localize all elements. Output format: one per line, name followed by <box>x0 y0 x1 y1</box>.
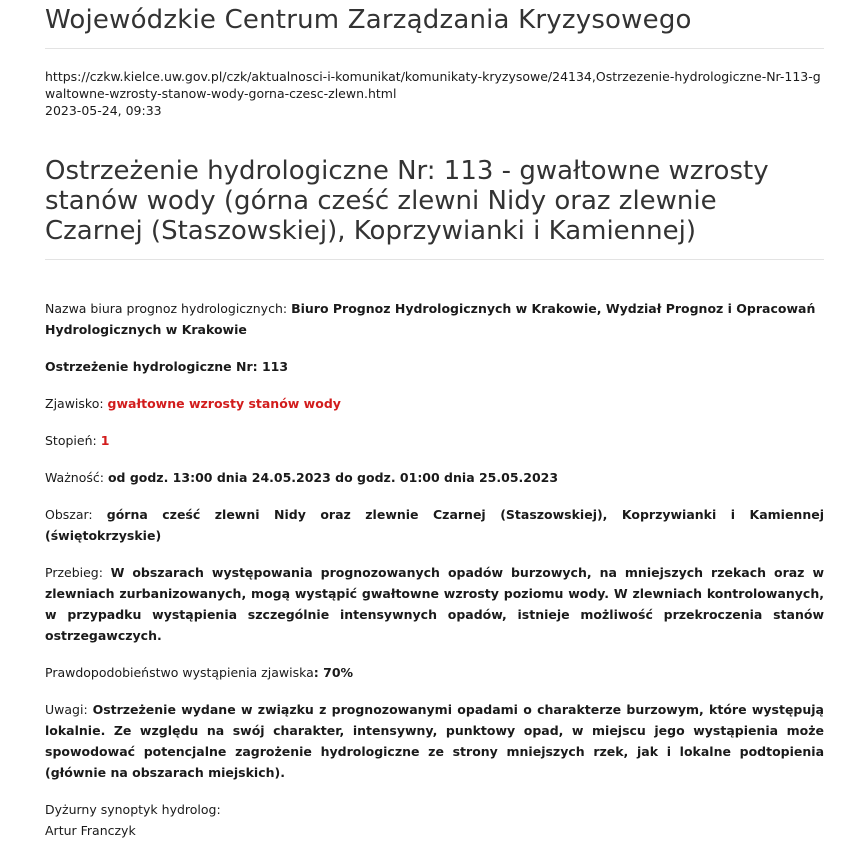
warning-number-field <box>45 356 824 377</box>
degree-value: 1 <box>100 433 110 448</box>
phenomenon-label: Zjawisko: <box>45 396 104 411</box>
site-title: Wojewódzkie Centrum Zarządzania Kryzysowego <box>45 5 692 35</box>
office-field <box>45 298 824 340</box>
header-divider <box>45 48 824 49</box>
publish-date: 2023-05-24, 09:33 <box>45 103 162 118</box>
probability-value: : 70% <box>313 665 354 680</box>
remarks-value: Ostrzeżenie wydane w związku z prognozowanymi opadami o charakterze burzowym, które występują lokalnie. Ze względu na swój charakter, intensywny, punktowy opad, w miejscu jego wystąpienia może spowodować potencjalne zagrożenie hydrologiczne ze strony mniejszych rzek, jak i lokalne podtopienia (głównie na obszarach miejskich). <box>45 702 824 780</box>
degree-field <box>45 430 824 451</box>
validity-value: od godz. 13:00 dnia 24.05.2023 do godz. 01:00 dnia 25.05.2023 <box>107 470 559 485</box>
office-value: Biuro Prognoz Hydrologicznych w Krakowie, Wydział Prognoz i Opracowań Hydrologicznych w Krakowie <box>45 301 816 337</box>
area-field <box>45 504 824 546</box>
signature-name: Artur Franczyk <box>45 823 136 838</box>
article-meta <box>45 68 824 119</box>
course-value: W obszarach występowania prognozowanych opadów burzowych, na mniejszych rzekach oraz w zlewniach zurbanizowanych, mogą wystąpić gwałtowne wzrosty poziomu wody. W zlewniach kontrolowanych, w przypadku wystąpienia szczególnie intensywnych opadów, istnieje możliwość przekroczenia stanów ostrzegawczych. <box>45 565 824 643</box>
probability-label: Prawdopodobieństwo wystąpienia zjawiska <box>45 665 314 680</box>
course-label: Przebieg: <box>45 565 103 580</box>
area-value: górna cześć zlewni Nidy oraz zlewnie Czarnej (Staszowskiej), Koprzywianki i Kamiennej (świętokrzyskie) <box>45 507 824 543</box>
probability-field <box>45 662 824 683</box>
phenomenon-value: gwałtowne wzrosty stanów wody <box>107 396 341 411</box>
remarks-label: Uwagi: <box>45 702 88 717</box>
degree-label: Stopień: <box>45 433 97 448</box>
source-url[interactable]: https://czkw.kielce.uw.gov.pl/czk/aktualnosci-i-komunikat/komunikaty-kryzysowe/24134,Ostrzezenie-hydrologiczne-Nr-113-gwaltowne-wzrosty-stanow-wody-gorna-czesc-zlewn.html <box>45 69 821 101</box>
validity-field <box>45 467 824 488</box>
signature <box>45 799 824 841</box>
article-title: Ostrzeżenie hydrologiczne Nr: 113 - gwałtowne wzrosty stanów wody (górna cześć zlewni Nidy oraz zlewnie Czarnej (Staszowskiej), Koprzywianki i Kamiennej) <box>45 156 769 246</box>
office-label: Nazwa biura prognoz hydrologicznych: <box>45 301 288 316</box>
area-label: Obszar: <box>45 507 93 522</box>
phenomenon-field <box>45 393 824 414</box>
signature-role: Dyżurny synoptyk hydrolog: <box>45 802 221 817</box>
title-divider <box>45 259 824 260</box>
course-field <box>45 562 824 646</box>
warning-number: Ostrzeżenie hydrologiczne Nr: 113 <box>45 359 289 374</box>
validity-label: Ważność: <box>45 470 104 485</box>
remarks-field <box>45 699 824 783</box>
article-content <box>45 298 824 841</box>
